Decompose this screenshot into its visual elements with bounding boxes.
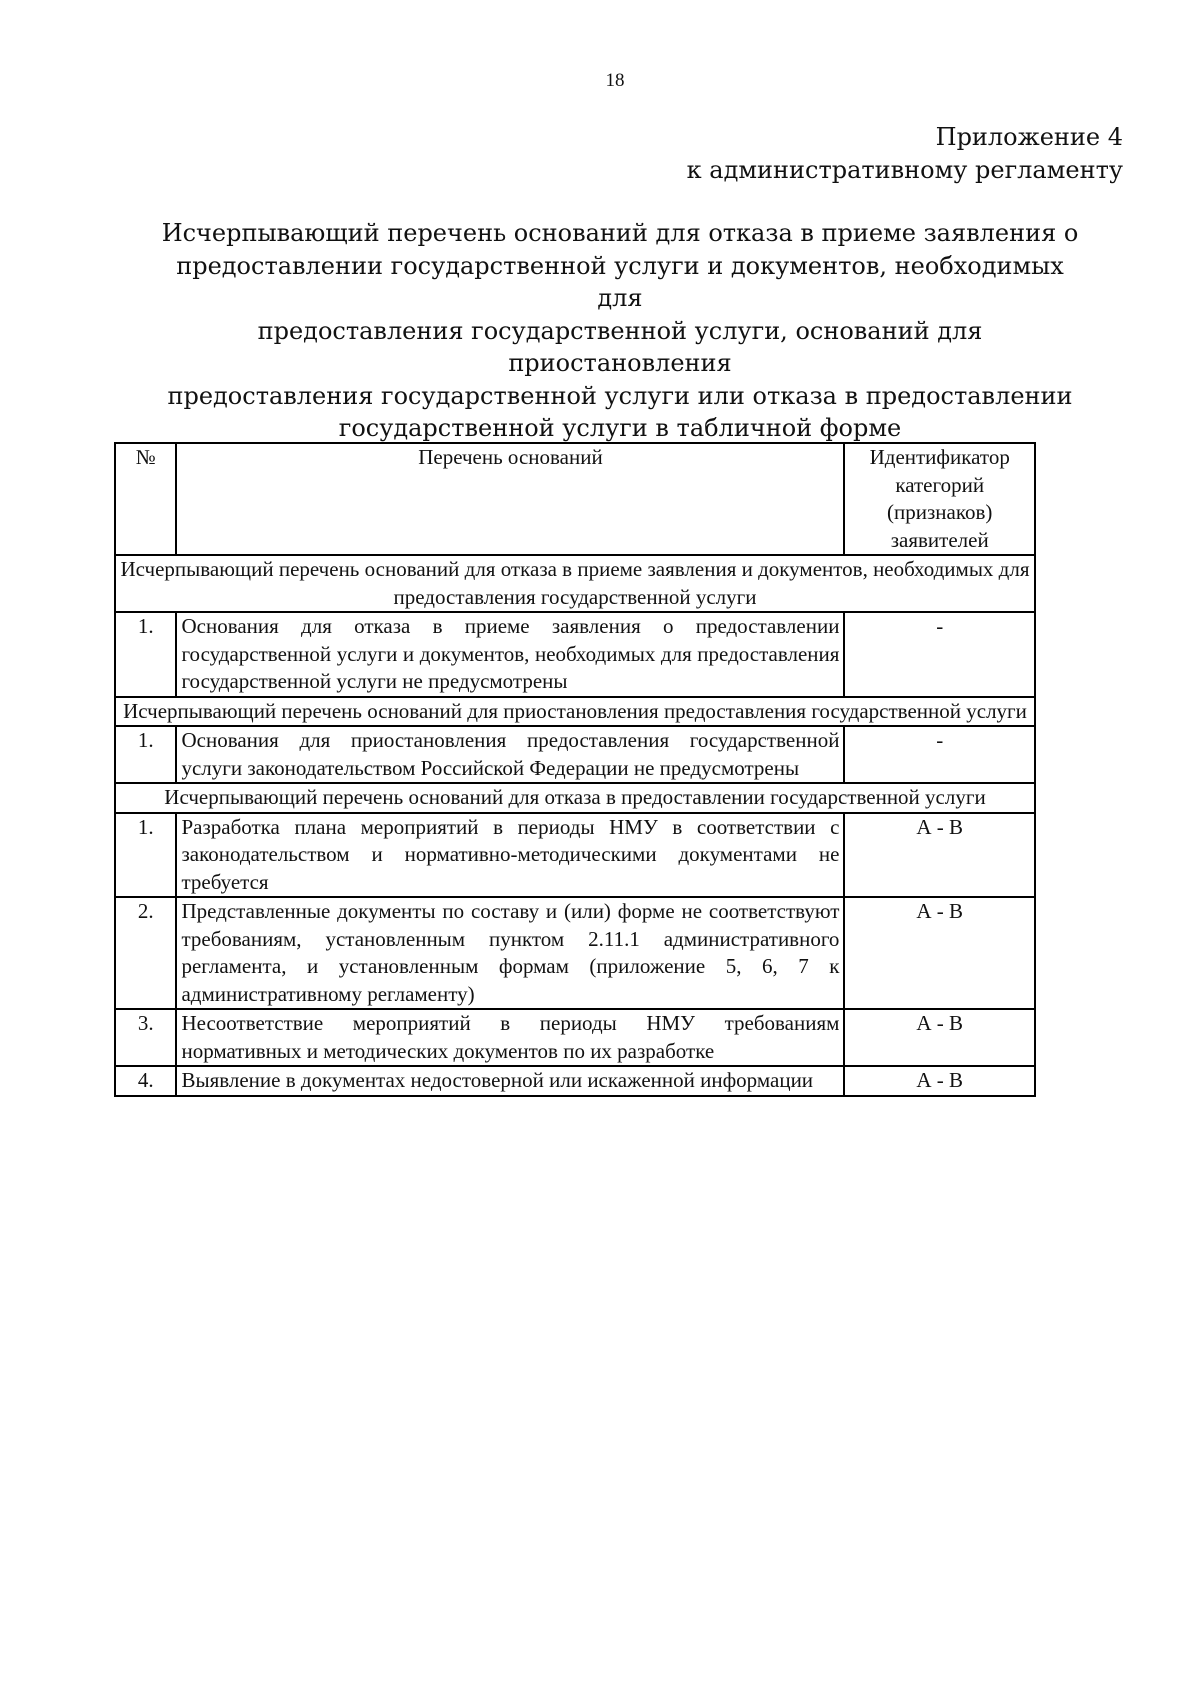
row-applicant-category: -	[844, 612, 1035, 697]
title-line: предоставления государственной услуги, оснований для приостановления	[257, 316, 983, 377]
row-grounds: Несоответствие мероприятий в периоды НМУ требованиям нормативных и методических документов по их разработке	[176, 1009, 844, 1066]
header-grounds: Перечень оснований	[176, 443, 844, 555]
row-number: 3.	[115, 1009, 176, 1066]
grounds-table	[114, 442, 1036, 1097]
table-row	[115, 897, 1035, 1009]
header-number: №	[115, 443, 176, 555]
table-row	[115, 612, 1035, 697]
header-line: категорий	[895, 472, 985, 497]
row-grounds: Выявление в документах недостоверной или искаженной информации	[176, 1066, 844, 1096]
row-grounds: Представленные документы по составу и (или) форме не соответствуют требованиям, установленным пунктом 2.11.1 административного регламента, и установленным формам (приложение 5, 6, 7 к административному регламенту)	[176, 897, 844, 1009]
header-line: Идентификатор	[869, 445, 1010, 469]
row-grounds: Основания для приостановления предоставления государственной услуги законодательством Российской Федерации не предусмотрены	[176, 726, 844, 783]
row-number: 4.	[115, 1066, 176, 1096]
row-grounds: Разработка плана мероприятий в периоды НМУ в соответствии с законодательством и нормативно-методическими документами не требуется	[176, 813, 844, 898]
section-row	[115, 697, 1035, 727]
header-applicant-category	[844, 443, 1035, 555]
title-line: государственной услуги в табличной форме	[338, 414, 902, 442]
row-number: 1.	[115, 726, 176, 783]
page-number: 18	[605, 70, 625, 91]
table-header-row	[115, 443, 1035, 555]
row-applicant-category: -	[844, 726, 1035, 783]
table-row	[115, 813, 1035, 898]
table-row	[115, 726, 1035, 783]
document-title	[150, 217, 1090, 445]
section-title: Исчерпывающий перечень оснований для отказа в приеме заявления и документов, необходимых для предоставления государственной услуги	[115, 555, 1035, 612]
title-line: предоставления государственной услуги или отказа в предоставлении	[167, 381, 1073, 410]
row-applicant-category: А - В	[844, 1066, 1035, 1096]
appendix-heading	[687, 121, 1123, 187]
table-row	[115, 1066, 1035, 1096]
appendix-number: Приложение 4	[935, 123, 1123, 151]
appendix-reference: к административному регламенту	[686, 156, 1123, 184]
section-row	[115, 555, 1035, 612]
title-line: предоставлении государственной услуги и документов, необходимых для	[176, 251, 1064, 312]
row-applicant-category: А - В	[844, 1009, 1035, 1066]
section-row	[115, 783, 1035, 813]
title-line: Исчерпывающий перечень оснований для отказа в приеме заявления о	[161, 219, 1079, 247]
header-line: заявителей	[890, 527, 989, 552]
table-row	[115, 1009, 1035, 1066]
row-number: 2.	[115, 897, 176, 1009]
section-title: Исчерпывающий перечень оснований для приостановления предоставления государственной услуги	[115, 697, 1035, 727]
row-applicant-category: А - В	[844, 897, 1035, 1009]
section-title: Исчерпывающий перечень оснований для отказа в предоставлении государственной услуги	[115, 783, 1035, 813]
row-number: 1.	[115, 612, 176, 697]
header-line: (признаков)	[887, 500, 993, 524]
row-grounds: Основания для отказа в приеме заявления о предоставлении государственной услуги и документов, необходимых для предоставления государственной услуги не предусмотрены	[176, 612, 844, 697]
row-number: 1.	[115, 813, 176, 898]
row-applicant-category: А - В	[844, 813, 1035, 898]
